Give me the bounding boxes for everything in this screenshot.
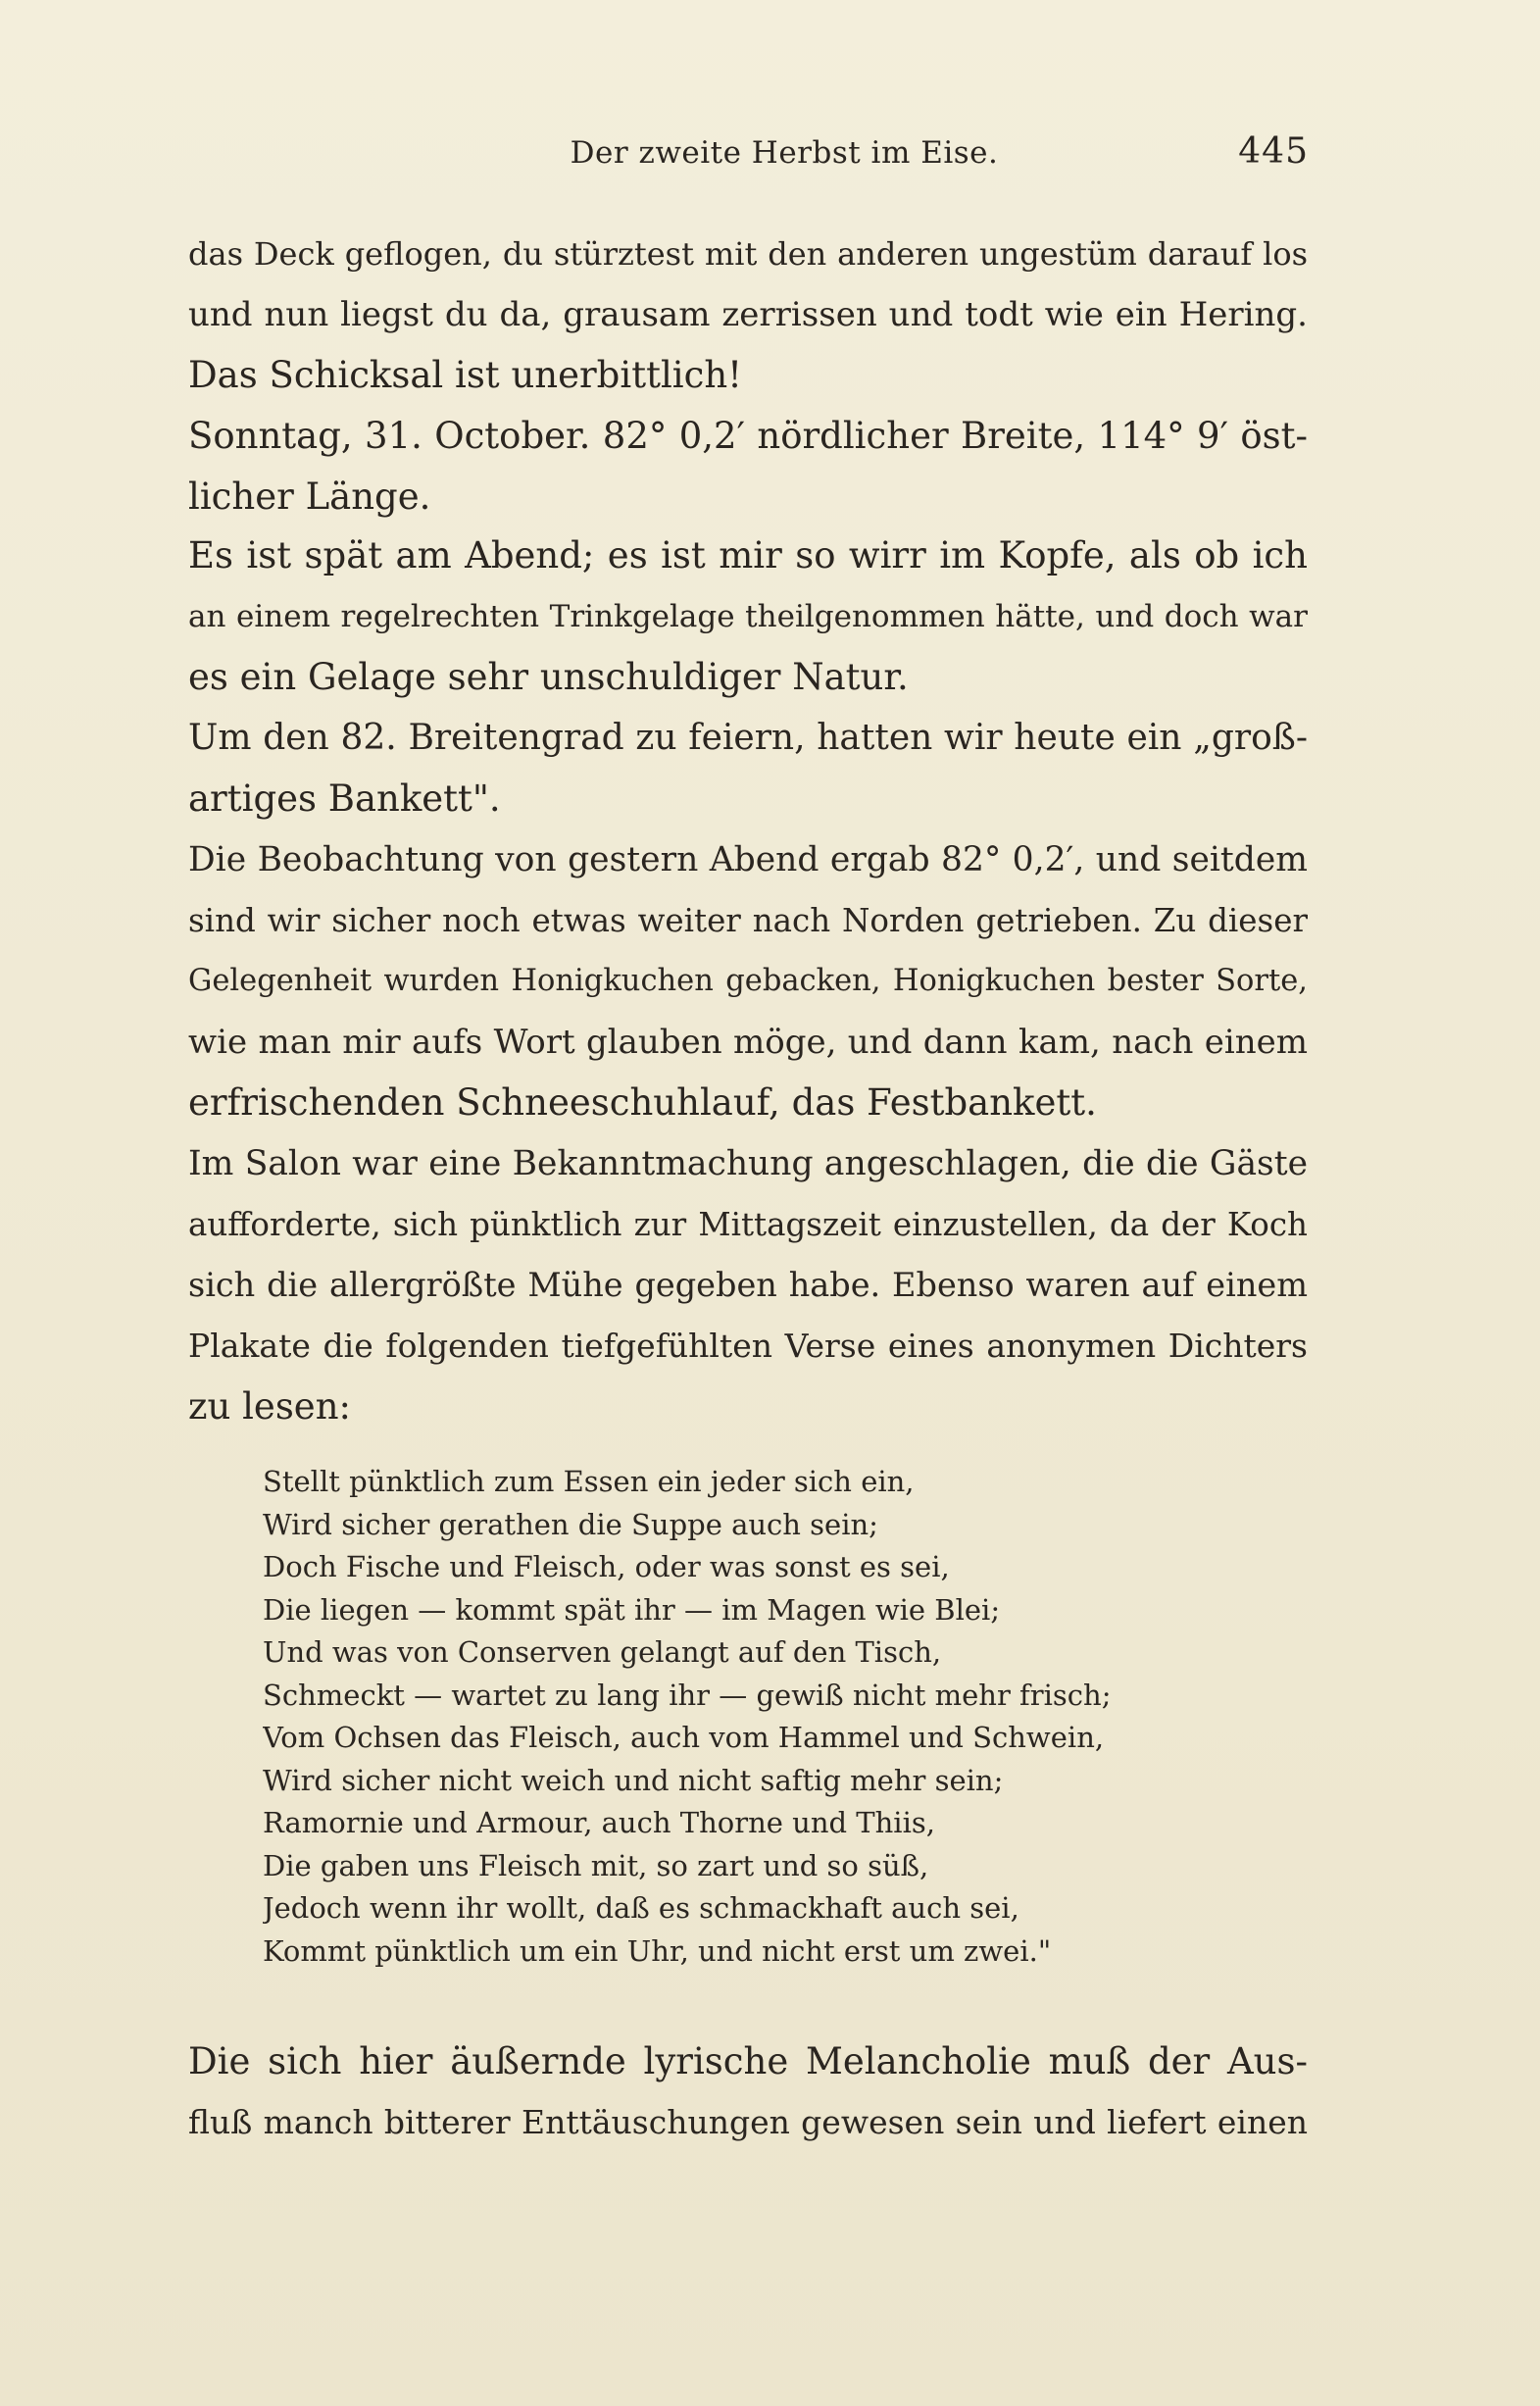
text-line: artiges Bankett". — [188, 777, 501, 820]
poem-line: Schmeckt — wartet zu lang ihr — gewiß nicht mehr frisch; — [263, 1678, 1112, 1712]
poem-line: Die gaben uns Fleisch mit, so zart und so süß, — [263, 1848, 929, 1882]
running-head: Der zweite Herbst im Eise. — [570, 135, 999, 171]
poem-line: Vom Ochsen das Fleisch, auch vom Hammel und Schwein, — [263, 1721, 1105, 1754]
text-line: fluß manch bitterer Enttäuschungen gewesen sein und liefert einen — [188, 2103, 1308, 2141]
poem-line: Stellt pünktlich zum Essen ein jeder sich ein, — [263, 1465, 915, 1498]
text-line: das Deck geflogen, du stürztest mit den anderen ungestüm darauf los — [188, 235, 1308, 273]
body-text-top — [188, 224, 1308, 527]
poem-line: Ramornie und Armour, auch Thorne und Thiis, — [263, 1806, 935, 1839]
text-line: und nun liegst du da, grausam zerrissen und todt wie ein Hering. — [188, 295, 1308, 334]
text-line: Die Beobachtung von gestern Abend ergab 82° 0,2′, und seitdem — [188, 840, 1308, 879]
text-line: erfrischenden Schneeschuhlauf, das Festbankett. — [188, 1081, 1097, 1124]
text-line: Sonntag, 31. October. 82° 0,2′ nördlicher Breite, 114° 9′ öst- — [188, 415, 1308, 457]
text-line: an einem regelrechten Trinkgelage theilgenommen hätte, und doch war — [188, 599, 1308, 634]
text-line: Gelegenheit wurden Honigkuchen gebacken, Honigkuchen bester Sorte, — [188, 964, 1308, 998]
text-line: wie man mir aufs Wort glauben möge, und dann kam, nach einem — [188, 1023, 1308, 1062]
page-number: 445 — [1238, 131, 1309, 172]
text-line: es ein Gelage sehr unschuldiger Natur. — [188, 656, 909, 698]
text-line: Im Salon war eine Bekanntmachung angeschlagen, die die Gäste — [188, 1144, 1308, 1183]
body-text-bottom — [188, 2031, 1308, 2153]
text-line: sich die allergrößte Mühe gegeben habe. Ebenso waren auf einem — [188, 1266, 1308, 1304]
text-line: Plakate die folgenden tiefgefühlten Verse eines anonymen Dichters — [188, 1327, 1308, 1365]
text-line: Es ist spät am Abend; es ist mir so wirr im Kopfe, als ob ich — [188, 534, 1308, 576]
body-text-middle — [188, 526, 1308, 1437]
text-line: Das Schicksal ist unerbittlich! — [188, 354, 743, 396]
text-line: zu lesen: — [188, 1385, 351, 1428]
text-line: Um den 82. Breitengrad zu feiern, hatten wir heute ein „groß- — [188, 718, 1308, 758]
poem — [263, 1461, 1243, 1973]
poem-line: Die liegen — kommt spät ihr — im Magen wie Blei; — [263, 1592, 1001, 1627]
text-line: sind wir sicher noch etwas weiter nach Norden getrieben. Zu dieser — [188, 902, 1308, 939]
poem-line: Kommt pünktlich um ein Uhr, und nicht erst um zwei." — [263, 1933, 1052, 1968]
poem-line: Wird sicher gerathen die Suppe auch sein; — [263, 1507, 878, 1541]
poem-line: Jedoch wenn ihr wollt, daß es schmackhaft auch sei, — [263, 1891, 1019, 1925]
text-line: aufforderte, sich pünktlich zur Mittagszeit einzustellen, da der Koch — [188, 1206, 1308, 1243]
text-line: licher Länge. — [188, 476, 431, 518]
text-line: Die sich hier äußernde lyrische Melancholie muß der Aus- — [188, 2040, 1308, 2082]
poem-line: Und was von Conserven gelangt auf den Tisch, — [263, 1635, 942, 1669]
poem-line: Doch Fische und Fleisch, oder was sonst es sei, — [263, 1550, 950, 1583]
poem-line: Wird sicher nicht weich und nicht saftig mehr sein; — [263, 1763, 1004, 1797]
